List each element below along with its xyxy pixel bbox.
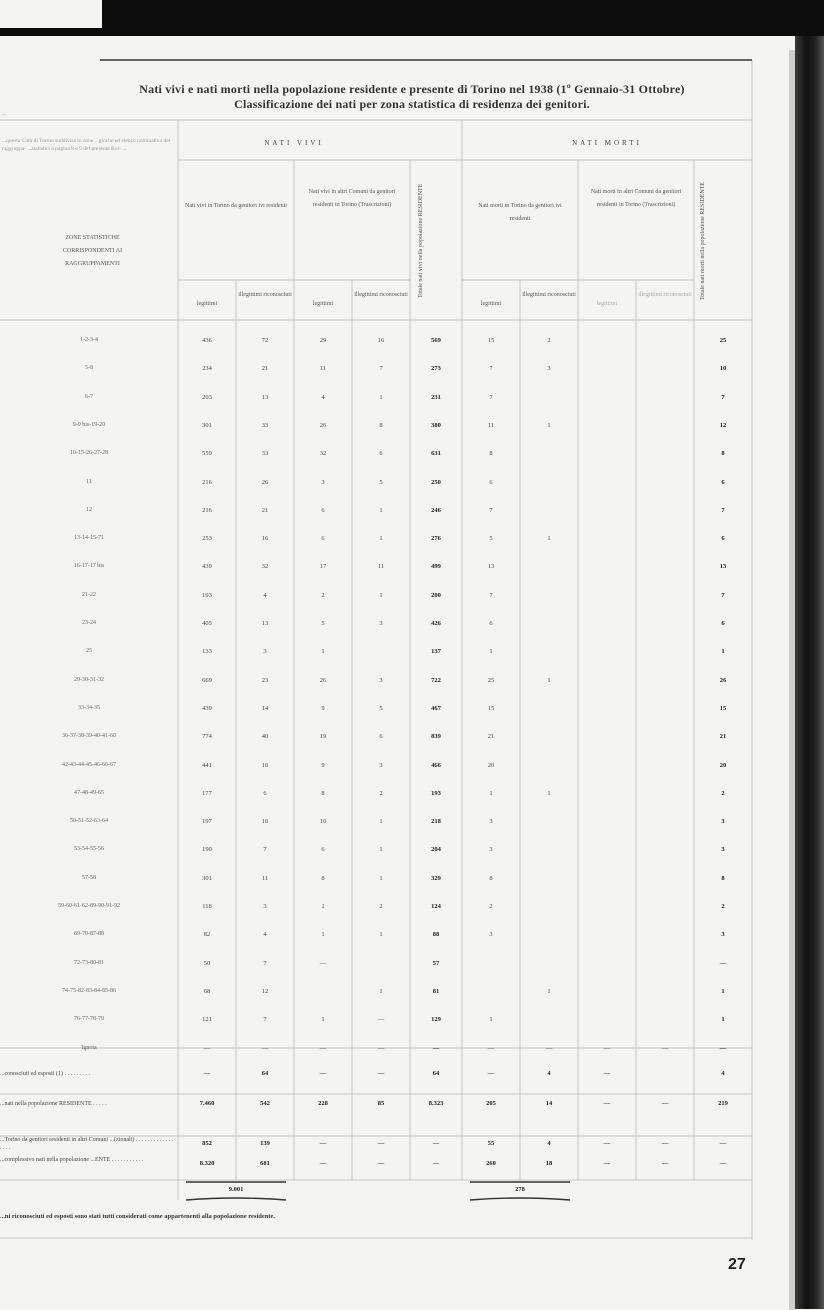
table-cell: 21 [487,733,495,740]
table-cell: 88 [432,931,440,938]
table-cell: 11 [261,875,269,882]
summary-cell: — [603,1100,611,1107]
header-vivi-torino: Nati vivi in Torino da genitori ivi residenti [185,203,287,209]
zone-label: 12 [86,507,92,513]
summary-cell: 55 [487,1140,495,1147]
table-cell: 193 [202,592,212,599]
table-cell: 14 [261,705,269,712]
table-cell: 6 [379,733,383,740]
table-cell: 301 [202,422,212,429]
table-cell: 8 [721,450,725,457]
table-cell: 1 [379,507,383,514]
table-cell: 137 [431,648,441,655]
zone-label: 5-8 [85,365,93,371]
subheader-illegittimi: illegittimi riconosciuti [522,292,576,298]
table-cell: 10 [261,818,269,825]
table-cell: 7 [263,1016,267,1023]
summary-cell: — [377,1070,385,1077]
table-cell: 5 [321,620,325,627]
header-totale-vivi: Totale nati vivi nella popolazione RESIDENTE [418,183,424,298]
table-cell: 7 [263,960,267,967]
table-cell: 631 [431,450,441,457]
summary-cell: — [661,1100,669,1107]
table-cell: 20 [487,762,495,769]
table-cell: 1 [547,422,551,429]
table-cell: 329 [431,875,441,882]
summary-cell: 681 [260,1160,270,1167]
table-cell: 26 [719,677,727,684]
table-cell: 8 [321,875,325,882]
table-cell: 6 [721,479,725,486]
summary-cell: 542 [260,1100,270,1107]
zone-label: Ignota [81,1045,97,1051]
table-cell: 11 [377,563,385,570]
subheader-legittimi: legittimi [480,301,502,307]
table-cell: 32 [319,450,327,457]
table-cell: 203 [202,394,212,401]
table-cell: 6 [721,620,725,627]
table-cell: 439 [202,705,212,712]
table-cell: 21 [261,507,269,514]
summary-cell: — [487,1070,495,1077]
table-cell: — [377,1016,385,1023]
table-cell: 839 [431,733,441,740]
table-cell: 11 [487,422,495,429]
table-cell: 6 [321,535,325,542]
summary-cell: 205 [486,1100,496,1107]
table-cell: 722 [431,677,441,684]
table-cell: 301 [202,875,212,882]
header-totale-morti: Totale nati morti nella popolazione RESIDENTE [700,181,706,300]
table-cell: 253 [202,535,212,542]
table-cell: 16 [377,337,385,344]
table-cell: 33 [261,422,269,429]
table-cell: 276 [431,535,441,542]
summary-cell: 260 [486,1160,496,1167]
table-cell: 2 [379,790,383,797]
table-cell: 197 [202,818,212,825]
table-cell: 1 [489,790,493,797]
zone-label: 59-60-61-62-89-90-91-92 [58,903,120,909]
table-cell: 1 [547,677,551,684]
zone-label: 23-24 [82,620,96,626]
table-cell: 8 [321,790,325,797]
table-cell: 204 [431,846,441,853]
header-morti-altri: Nati morti in altri Comuni da genitori residenti in Torino (Trascrizioni) [590,189,682,208]
table-cell: 3 [721,818,725,825]
summary-cell: — [603,1070,611,1077]
table-cell: 19 [319,733,327,740]
table-cell: 1 [547,535,551,542]
table-cell: 8 [379,422,383,429]
table-cell: 15 [487,705,495,712]
table-cell: 40 [261,733,269,740]
table-cell: 68 [203,988,211,995]
table-cell: 2 [489,903,493,910]
table-cell: 3 [489,931,493,938]
table-cell: 3 [379,677,383,684]
subheader-legittimi: legittimi [196,301,218,307]
table-cell: 10 [719,365,727,372]
summary-cell: — [377,1160,385,1167]
table-cell: 32 [261,563,269,570]
summary-cell: 85 [377,1100,385,1107]
summary-label: ...Torino da genitori residenti in altri Comuni ...(zionali) . . . . . . . . . . . . . . . . . [0,1137,174,1151]
header-zone: ZONE STATISTICHE CORRISPONDENTI AI RAGGRUPPAMENTI [62,235,123,267]
table-cell: — [719,1045,727,1052]
table-cell: 1 [379,592,383,599]
zone-label: 10-15-26-27-28 [70,450,108,456]
table-cell: 7 [721,507,725,514]
table-cell: — [319,960,327,967]
subheader-illegittimi: illegittimi riconosciuti [638,292,692,298]
summary-cell: 8.320 [199,1160,215,1167]
table-cell: 1 [721,648,725,655]
table-cell: 177 [202,790,212,797]
subheader-illegittimi: illegittimi riconosciuti [238,292,292,298]
table-cell: 15 [487,337,495,344]
table-cell: 1 [721,988,725,995]
table-cell: 1 [489,648,493,655]
table-cell: 3 [547,365,551,372]
table-cell: — [487,1045,495,1052]
table-cell: 669 [202,677,212,684]
zone-label: 47-48-49-65 [74,790,104,796]
table-cell: 129 [431,1016,441,1023]
table-cell: 1 [379,931,383,938]
table-cell: 118 [202,903,212,910]
zone-label: 21-22 [82,592,96,598]
table-cell: 569 [431,337,441,344]
table-cell: 9 [321,762,325,769]
summary-cell: 64 [261,1070,269,1077]
table-cell: 25 [719,337,727,344]
table-cell: 13 [261,394,269,401]
table-cell: 3 [489,818,493,825]
table-cell: 33 [261,450,269,457]
table-cell: 216 [202,507,212,514]
zone-label: 16-17-17 bis [73,563,105,569]
summary-cell: 4 [721,1070,725,1077]
zone-label: 42-43-44-45-46-66-67 [62,762,116,768]
zone-label: 13-14-15-71 [74,535,104,541]
page-number: 27 [728,1256,746,1273]
summary-cell: 219 [718,1100,728,1107]
table-cell: 13 [261,620,269,627]
table-cell: 4 [263,592,267,599]
table-cell: 13 [487,563,495,570]
table-cell: 405 [202,620,212,627]
table-cell: 1 [547,988,551,995]
table-cell: 426 [431,620,441,627]
table-cell: 29 [319,337,327,344]
table-cell: 3 [489,846,493,853]
table-cell: 499 [431,563,441,570]
table-cell: 2 [547,337,551,344]
table-cell: 11 [319,365,327,372]
header-nati-morti: NATI MORTI [572,139,642,147]
table-cell: 466 [431,762,441,769]
table-cell: 2 [379,903,383,910]
zone-label: 53-54-55-56 [74,846,104,852]
table-cell: 20 [719,762,727,769]
table-cell: 17 [319,563,327,570]
table-cell: 133 [202,648,212,655]
table-cell: 7 [379,365,383,372]
summary-cell: — [603,1140,611,1147]
summary-cell: — [203,1070,211,1077]
table-cell: 1 [721,1016,725,1023]
table-cell: 1 [379,846,383,853]
table-cell: — [661,1045,669,1052]
table-cell: 190 [202,846,212,853]
table-cell: 8 [489,450,493,457]
summary-cell: — [661,1140,669,1147]
table-cell: — [545,1045,553,1052]
zone-label: 33-34-35 [78,705,100,711]
corner-note: ... [2,111,7,117]
summary-label: ...nati nella popolazione RESIDENTE . . . . . [0,1101,107,1107]
summary-cell: 852 [202,1140,212,1147]
zone-label: 36-37-38-39-40-41-60 [62,733,116,739]
table-cell: 10 [261,762,269,769]
table-cell: 7 [721,592,725,599]
table-cell: 26 [261,479,269,486]
table-cell: 1 [379,875,383,882]
page-title: Nati vivi e nati morti nella popolazione residente e presente di Torino nel 1938 (1º Gennaio-31 Ottobre) [139,82,685,96]
table-cell: 7 [489,592,493,599]
table-cell: 3 [721,931,725,938]
summary-cell: 4 [547,1140,551,1147]
summary-cell: — [377,1140,385,1147]
subheader-legittimi: legittimi [312,301,334,307]
table-cell: 3 [263,903,267,910]
table-cell: 57 [432,960,440,967]
table-cell: 441 [202,762,212,769]
table-cell: 246 [431,507,441,514]
table-cell: 2 [721,790,725,797]
summary-cell: — [603,1160,611,1167]
zone-label: 76-77-78-79 [74,1016,104,1022]
table-cell: 7 [489,394,493,401]
summary-label: ...complessivo nati nella popolazione ...ENTE . . . . . . . . . . . [0,1157,144,1163]
table-cell: 72 [261,337,269,344]
table-cell: 82 [203,931,211,938]
table-cell: 193 [431,790,441,797]
table-cell: 124 [431,903,441,910]
table-cell: 200 [431,592,441,599]
subheader-legittimi: legittimi [596,301,618,307]
table-cell: — [319,1045,327,1052]
table-cell: 2 [721,903,725,910]
table-cell: 3 [379,762,383,769]
table-cell: 1 [547,790,551,797]
table-cell: 12 [719,422,727,429]
summary-cell: 228 [318,1100,328,1107]
page-subtitle: Classificazione dei nati per zona statistica di residenza dei genitori. [234,97,590,111]
zone-label: 74-75-82-83-84-85-86 [62,988,116,994]
zone-label: 29-30-31-32 [74,677,104,683]
table-cell: 26 [319,422,327,429]
summary-cell: 8.323 [428,1100,444,1107]
table-cell: 1 [379,535,383,542]
zone-label: 50-51-52-63-64 [70,818,108,824]
table-cell: 1 [379,394,383,401]
table-cell: 234 [202,365,212,372]
summary-cell: — [319,1140,327,1147]
summary-cell: — [719,1140,727,1147]
table-cell: 1 [321,931,325,938]
table-cell: 121 [202,1016,212,1023]
subheader-illegittimi: illegittimi riconosciuti [354,292,408,298]
table-cell: 3 [263,648,267,655]
header-nati-vivi: NATI VIVI [264,139,324,147]
table-cell: 8 [721,875,725,882]
header-vivi-altri: Nati vivi in altri Comuni da genitori residenti in Torino (Trascrizioni) [308,189,396,208]
table-cell: 21 [261,365,269,372]
table-cell: 2 [321,592,325,599]
table-cell: 1 [321,648,325,655]
table-cell: 5 [379,705,383,712]
table-cell: 439 [202,563,212,570]
table-cell: 6 [489,479,493,486]
zone-label: 1-2-3-4 [80,337,98,343]
table-cell: 7 [489,365,493,372]
table-cell: 7 [489,507,493,514]
table-cell: 774 [202,733,212,740]
summary-cell: 7.460 [199,1100,215,1107]
summary-cell: — [319,1160,327,1167]
table-cell: 380 [431,422,441,429]
summary-cell: 139 [260,1140,270,1147]
table-cell: 13 [719,563,727,570]
table-cell: 5 [379,479,383,486]
table-cell: 23 [261,677,269,684]
header-morti-torino: Nati morti in Torino da genitori ivi residenti [478,203,562,222]
table-cell: 6 [721,535,725,542]
table-cell: — [432,1045,440,1052]
table-cell: 6 [379,450,383,457]
table-cell: 8 [489,875,493,882]
table-cell: 6 [321,846,325,853]
table-cell: 7 [721,394,725,401]
table-cell: 559 [202,450,212,457]
table-cell: — [719,960,727,967]
summary-label: ...conosciuti ed esposti (1) . . . . . . . . . [0,1071,90,1077]
table-cell: 4 [263,931,267,938]
summary-cell: 4 [547,1070,551,1077]
table-cell: 1 [489,1016,493,1023]
table-cell: 6 [489,620,493,627]
table-cell: 12 [261,988,269,995]
table-cell: 231 [431,394,441,401]
table-cell: — [261,1045,269,1052]
summary-cell: 64 [432,1070,440,1077]
table-cell: 4 [321,394,325,401]
summary-cell: 18 [545,1160,553,1167]
table-cell: 3 [321,479,325,486]
table-cell: 81 [432,988,440,995]
table-cell: 1 [379,988,383,995]
table-cell: 3 [721,846,725,853]
table-cell: 26 [319,677,327,684]
table-cell: 15 [719,705,727,712]
summary-cell: — [432,1160,440,1167]
grand-total-vivi: 9.001 [228,1186,244,1193]
table-cell: 50 [203,960,211,967]
table-cell: 16 [261,535,269,542]
table-cell: 5 [489,535,493,542]
table-cell: 250 [431,479,441,486]
table-cell: 21 [719,733,727,740]
table-cell: 216 [202,479,212,486]
zone-label: 6-7 [85,394,93,400]
table-cell: 467 [431,705,441,712]
table-cell: 9 [321,705,325,712]
table-cell: 436 [202,337,212,344]
table-cell: — [377,1045,385,1052]
summary-cell: — [319,1070,327,1077]
table-cell: 25 [487,677,495,684]
zone-label: 72-73-80-81 [74,960,104,966]
table-cell: 3 [379,620,383,627]
summary-cell: — [719,1160,727,1167]
table-cell: 10 [319,818,327,825]
table-cell: 7 [263,846,267,853]
table-cell: — [203,1045,211,1052]
table-cell: 273 [431,365,441,372]
zone-label: 9-9 bis-19-20 [72,422,106,428]
table-cell: 6 [321,507,325,514]
summary-cell: 14 [545,1100,553,1107]
summary-cell: — [661,1160,669,1167]
table-cell: 6 [263,790,267,797]
table-cell: 1 [321,903,325,910]
table-cell: 218 [431,818,441,825]
table-cell: 1 [321,1016,325,1023]
grand-total-morti: 278 [515,1186,525,1193]
summary-cell: — [432,1140,440,1147]
side-note: ...questa Città di Torino suddivisa in zone ...gioche ed elenco nominativo dei raggruppa- ...statistici a pagina 8 e 9 del presente Bol- ... [2,138,171,152]
table-cell: 1 [379,818,383,825]
zone-label: 25 [86,648,92,654]
zone-label: 57-58 [82,875,96,881]
zone-label: 69-70-87-88 [74,931,104,937]
table-cell: — [603,1045,611,1052]
footnote: ...ni riconosciuti ed esposti sono stati tutti considerati come appartenenti alla popolazione residente. [0,1213,276,1220]
zone-label: 11 [86,479,92,485]
